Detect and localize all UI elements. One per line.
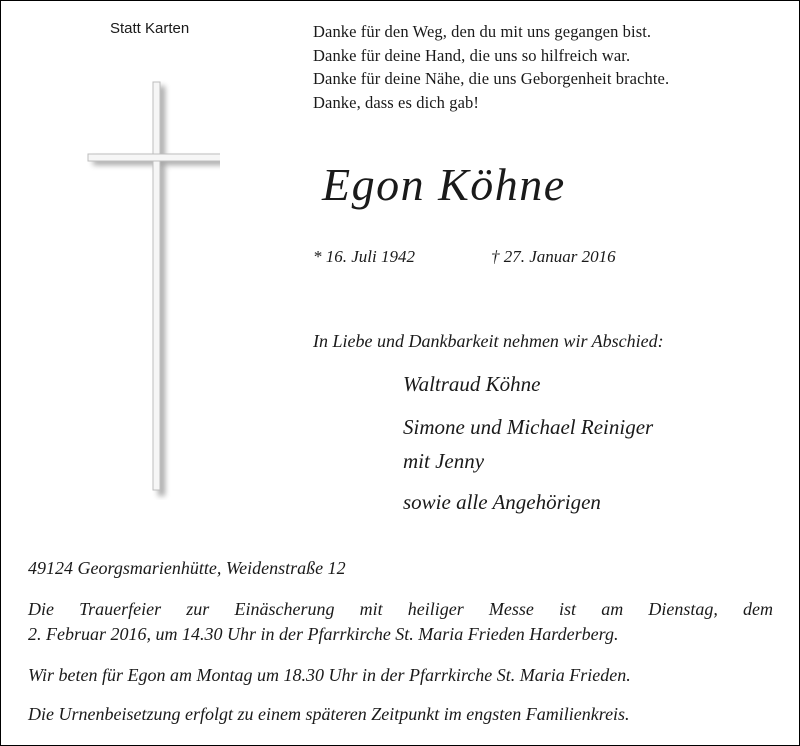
poem-line: Danke für deine Hand, die uns so hilfreich war. (313, 45, 631, 65)
poem-line: Danke, dass es dich gab! (313, 92, 479, 112)
address: 49124 Georgsmarienhütte, Weidenstraße 12 (28, 558, 346, 578)
prayer-line: Wir beten für Egon am Montag um 18.30 Uhr in der Pfarrkirche St. Maria Frieden. (28, 665, 631, 685)
service-line-1: Die Trauerfeier zur Einäscherung mit heiliger Messe ist am Dienstag, dem (28, 599, 773, 619)
poem-line: Danke für den Weg, den du mit uns gegangen bist. (313, 22, 652, 41)
service-line-2: 2. Februar 2016, um 14.30 Uhr in der Pfarrkirche St. Maria Frieden Harderberg. (28, 624, 619, 644)
urn-line: Die Urnenbeisetzung erfolgt zu einem späteren Zeitpunkt im engsten Familienkreis. (28, 704, 630, 724)
mourner-name: Waltraud Köhne (403, 372, 541, 396)
death-date: † 27. Januar 2016 (491, 247, 616, 266)
mourner-name: mit Jenny (403, 449, 485, 473)
cross-icon (0, 0, 220, 500)
mourner-name: Simone und Michael Reiniger (403, 415, 654, 439)
farewell-intro: In Liebe und Dankbarkeit nehmen wir Abschied: (313, 331, 664, 351)
mourner-name: sowie alle Angehörigen (403, 490, 601, 514)
statt-karten-label: Statt Karten (110, 20, 190, 37)
deceased-name: Egon Köhne (322, 159, 566, 210)
poem-line: Danke für deine Nähe, die uns Geborgenheit brachte. (313, 69, 670, 88)
poem (313, 20, 669, 114)
birth-date: * 16. Juli 1942 (313, 247, 415, 266)
